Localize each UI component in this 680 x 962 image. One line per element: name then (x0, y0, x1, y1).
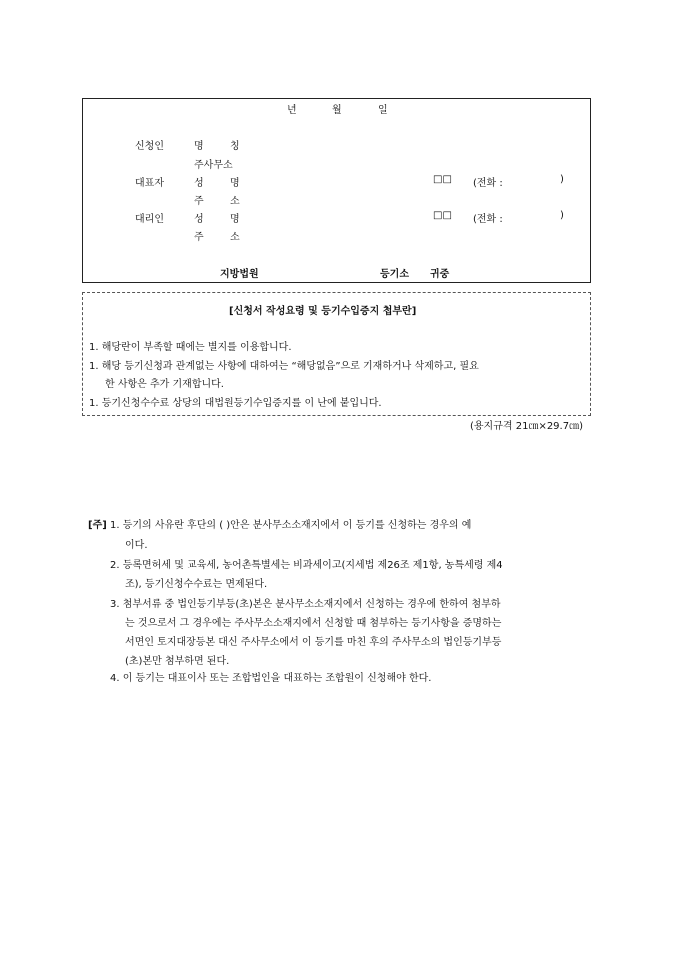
application-box (82, 98, 591, 283)
applicant-office-label: 주사무소 (194, 160, 233, 171)
note-line-1: 1. 등기의 사유란 후단의 ( )안은 분사무소소재지에서 이 등기를 신청하는 경우의 예 (110, 520, 472, 531)
attachment-item-2: 1. 해당 등기신청과 관계없는 사항에 대하여는 “해당없음”으로 기재하거나 삭제하고, 필요 (89, 361, 479, 372)
recipient-label: 귀중 (430, 269, 450, 280)
date-day: 일 (378, 105, 388, 116)
agent-addr-2: 소 (230, 232, 240, 243)
representative-addr-1: 주 (194, 196, 204, 207)
paper-size: (용지규격 21㎝×29.7㎝) (470, 421, 583, 432)
representative-name-2: 명 (230, 178, 240, 189)
attachment-item-1: 1. 해당란이 부족할 때에는 별지를 이용합니다. (89, 342, 292, 353)
note-line-4: 조), 등기신청수수료는 면제된다. (125, 579, 268, 590)
representative-name-1: 성 (194, 178, 204, 189)
notes-label: [주] (88, 520, 107, 531)
note-line-8: (초)본만 첨부하면 된다. (125, 656, 230, 667)
agent-name-1: 성 (194, 214, 204, 225)
date-year: 년 (287, 105, 297, 116)
applicant-label: 신청인 (135, 141, 164, 152)
note-line-2: 이다. (125, 540, 148, 551)
representative-phone-close: ) (560, 174, 564, 185)
attachment-item-2-cont: 한 사항은 추가 기재합니다. (105, 379, 224, 390)
note-line-7: 서면인 토지대장등본 대신 주사무소에서 이 등기를 마친 후의 주사무소의 법인등기부등 (125, 637, 502, 648)
representative-seal: □□ (433, 174, 452, 185)
representative-phone-label: (전화 : (473, 178, 503, 189)
applicant-name-label-2: 칭 (230, 141, 240, 152)
note-line-6: 는 것으로서 그 경우에는 주사무소소재지에서 신청할 때 첨부하는 등기사항을 증명하는 (125, 618, 502, 629)
registry-name: 등기소 (380, 269, 409, 280)
agent-seal: □□ (433, 210, 452, 221)
applicant-name-label-1: 명 (194, 141, 204, 152)
agent-phone-close: ) (560, 210, 564, 221)
note-line-9: 4. 이 등기는 대표이사 또는 조합법인을 대표하는 조합원이 신청해야 한다. (110, 673, 432, 684)
attachment-title: [신청서 작성요령 및 등기수입증지 첩부란] (229, 306, 417, 317)
agent-name-2: 명 (230, 214, 240, 225)
date-month: 월 (332, 105, 342, 116)
note-line-5: 3. 첨부서류 중 법인등기부등(초)본은 분사무소소재지에서 신청하는 경우에 한하여 첨부하 (110, 599, 501, 610)
agent-label: 대리인 (135, 214, 164, 225)
representative-label: 대표자 (135, 178, 164, 189)
attachment-item-3: 1. 등기신청수수료 상당의 대법원등기수입증지를 이 난에 붙입니다. (89, 398, 382, 409)
representative-addr-2: 소 (230, 196, 240, 207)
court-name: 지방법원 (220, 269, 259, 280)
agent-phone-label: (전화 : (473, 214, 503, 225)
agent-addr-1: 주 (194, 232, 204, 243)
note-line-3: 2. 등록면허세 및 교육세, 농어촌특별세는 비과세이고(지세법 제26조 제1항, 농특세령 제4 (110, 560, 503, 571)
